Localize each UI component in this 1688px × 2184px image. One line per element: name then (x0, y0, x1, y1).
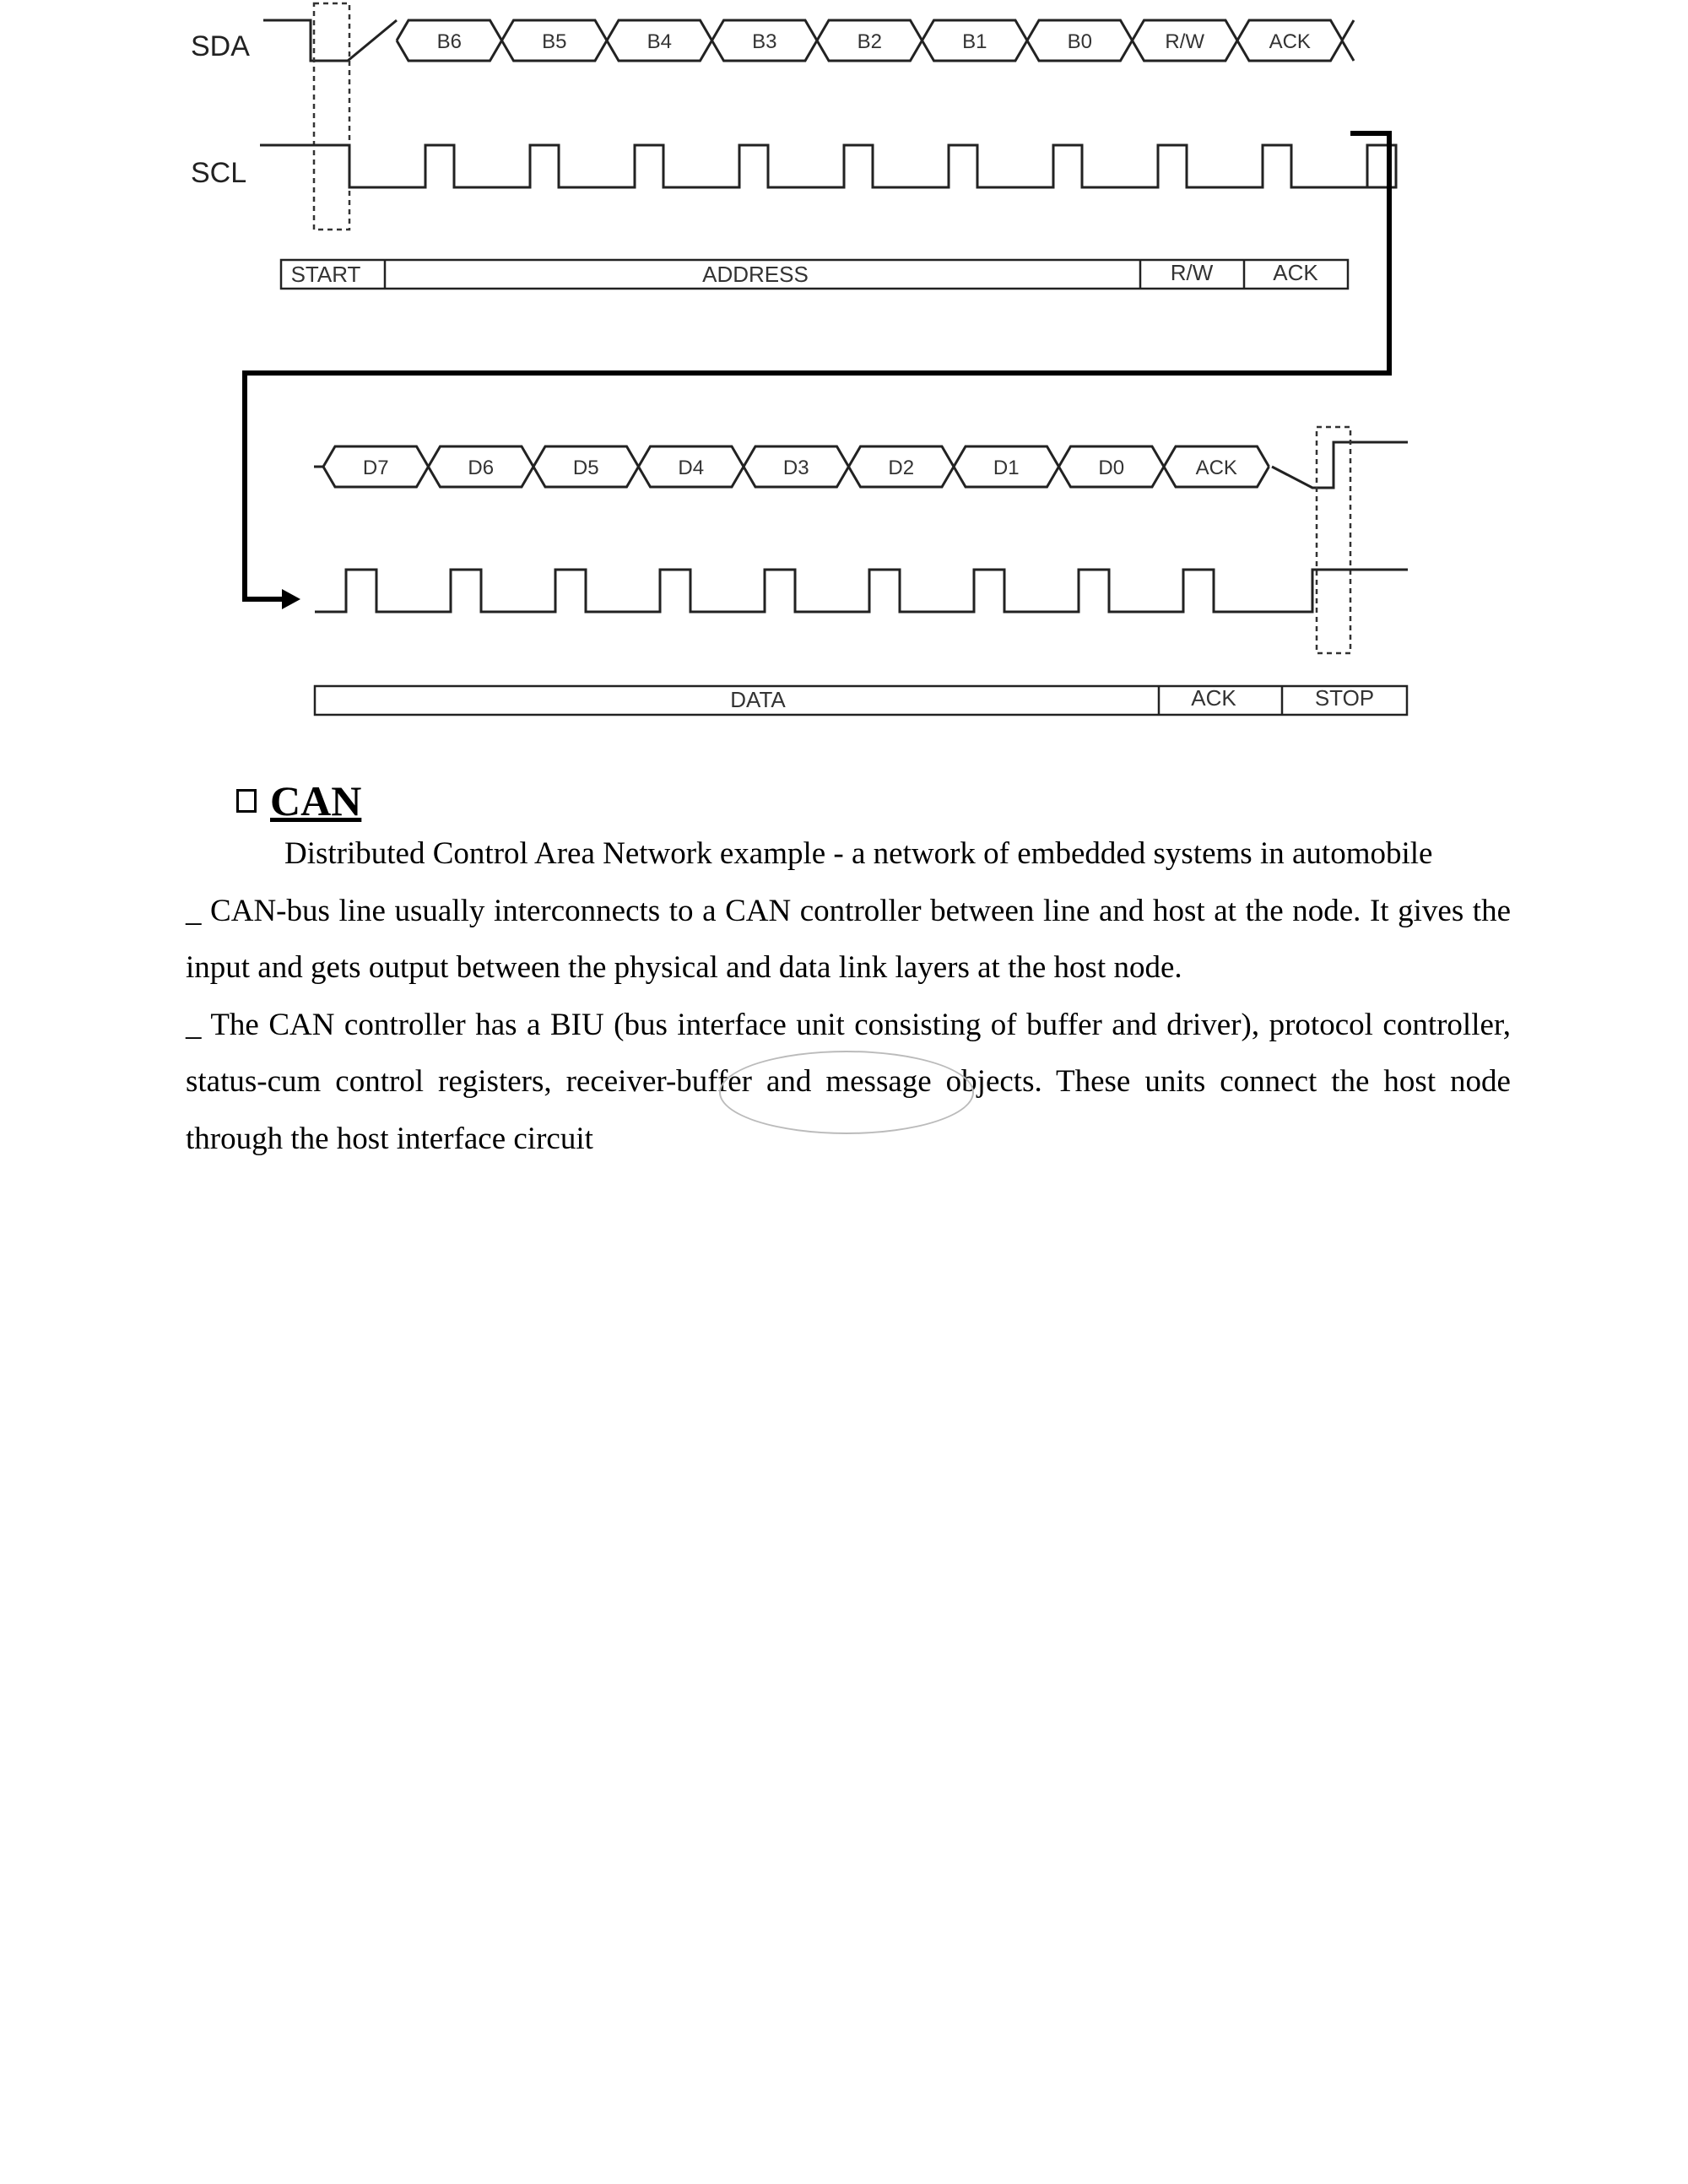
data-bit-cell-label: D5 (572, 457, 599, 479)
address-bit-cell-label: B4 (647, 30, 672, 53)
ack-box-label-2: ACK (1191, 685, 1236, 711)
data-bit-cell-label: D2 (888, 457, 915, 479)
can-paragraph-3-highlight: receiver-buffer and (565, 1064, 812, 1099)
scl-label: SCL (191, 157, 247, 189)
data-bit-cell-label: D4 (678, 457, 705, 479)
rw-box-label: R/W (1170, 260, 1214, 285)
i2c-timing-diagram (0, 0, 1688, 743)
frame2-segment-bar (315, 685, 1407, 715)
can-paragraph-2: _ CAN-bus line usually interconnects to a CAN controller between line and host at the node. It gives the input and gets output between the physical and data link layers at the host node. (186, 893, 1511, 985)
address-bit-cell-label: B6 (436, 30, 462, 53)
data-bit-cell-label: D6 (468, 457, 495, 479)
sda-end-transition (1342, 20, 1354, 61)
can-paragraph-1: Distributed Control Area Network example - a network of embedded systems in automobile (284, 836, 1433, 871)
ack-box-label-1: ACK (1273, 260, 1318, 285)
address-box-label: ADDRESS (702, 262, 809, 287)
address-bit-cell-label: B3 (752, 30, 777, 53)
address-bit-cell-label: B2 (857, 30, 882, 53)
can-paragraph-3-end: message objects. These units connect the host node through the host interface circuit (186, 1064, 1511, 1156)
address-bit-cell-label: R/W (1165, 30, 1205, 53)
address-bit-cell-label: ACK (1269, 30, 1311, 53)
sda-waveform-1 (263, 20, 1354, 61)
frame1-segment-bar (281, 260, 1348, 289)
can-paragraph-3 (186, 997, 1511, 1168)
data-bit-cell-label: D0 (1098, 457, 1125, 479)
data-bit-cell-label: ACK (1195, 457, 1237, 479)
continuation-arrow (245, 133, 1389, 609)
data-bit-cell-label: D1 (993, 457, 1020, 479)
checkbox-bullet-icon (236, 789, 257, 813)
can-heading-title: CAN (270, 777, 362, 824)
can-paragraph-3-start: _ The CAN controller has a BIU (bus interface unit consisting of buffer and driver), protocol controller, status-cum control registers, (186, 1007, 1511, 1099)
data-box-label: DATA (730, 687, 786, 712)
stop-box-label: STOP (1314, 685, 1375, 711)
address-bit-cell-label: B1 (962, 30, 987, 53)
start-box-label: START (290, 262, 361, 287)
data-bit-cell-label: D3 (782, 457, 809, 479)
scl-waveform-2 (315, 570, 1408, 612)
address-bit-cell-label: B0 (1067, 30, 1092, 53)
scl-waveform-1 (260, 145, 1396, 187)
start-condition-marker (314, 3, 349, 230)
sda-label: SDA (191, 30, 250, 62)
data-bit-cell-label: D7 (362, 457, 389, 479)
address-bit-cell-label: B5 (542, 30, 567, 53)
sda-waveform-2 (314, 442, 1408, 488)
can-section (186, 776, 1511, 1167)
can-heading (236, 776, 1511, 825)
